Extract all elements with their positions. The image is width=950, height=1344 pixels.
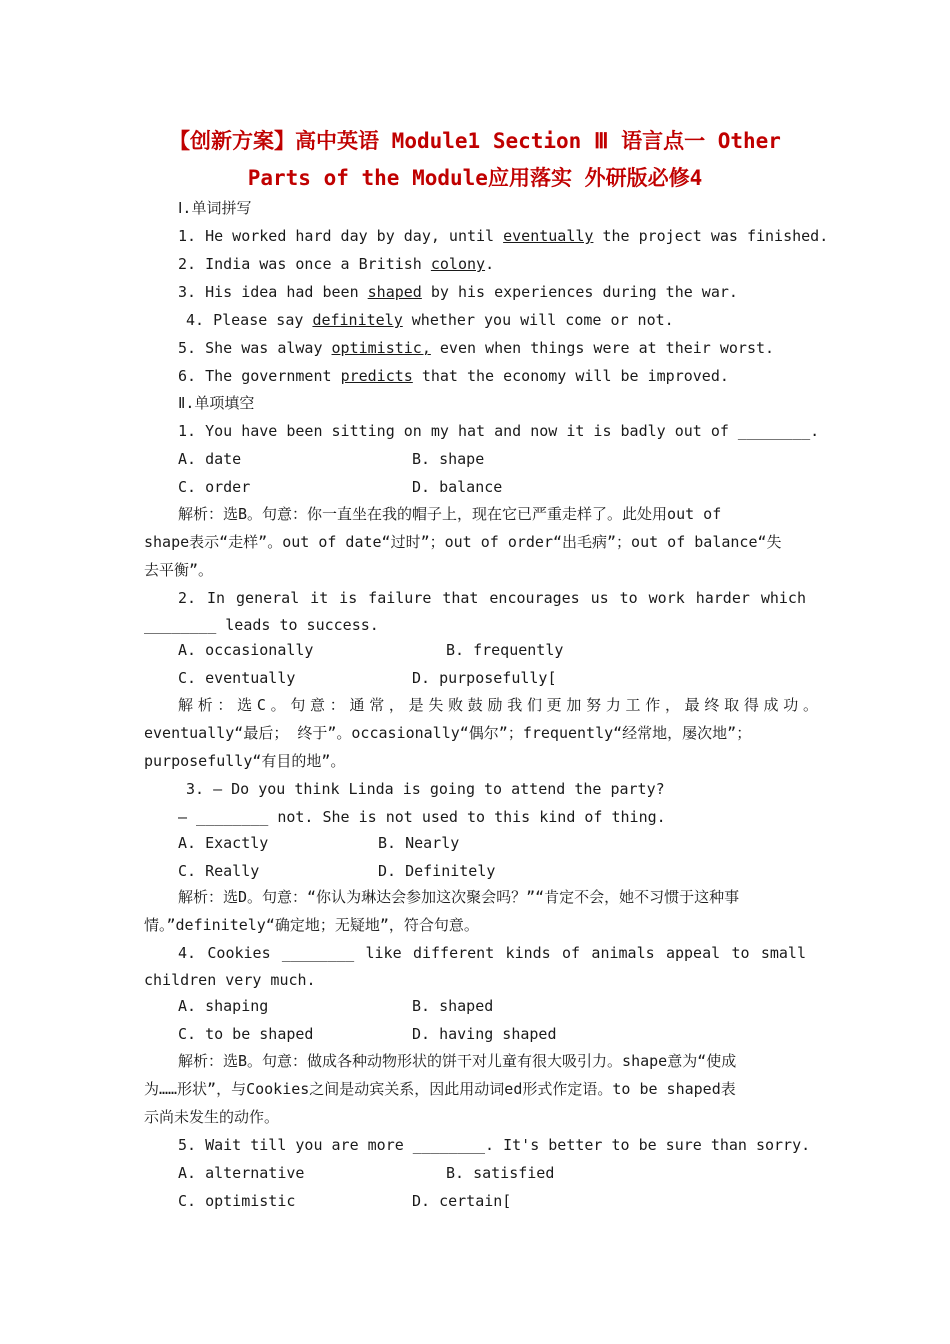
page-title-line2: Parts of the Module应用落实 外研版必修4 [247, 166, 703, 190]
question-4-explanation: 示尚未发生的动作。 [144, 1108, 280, 1126]
question-3-explanation: 情。”definitely“确定地；无疑地”，符合句意。 [144, 916, 479, 934]
question-4-option-a: A. shaping [178, 997, 269, 1015]
question-2-explanation: eventually“最后； 终于”。occasionally“偶尔”；frequently“经常地，屡次地”； [144, 724, 752, 742]
question-2-option-b: B. frequently [446, 641, 564, 659]
question-1-explanation: 解析：选B。句意：你一直坐在我的帽子上，现在它已严重走样了。此处用out of [178, 505, 722, 523]
question-1-option-d: D. balance [412, 478, 503, 496]
question-4-stem: 4. Cookies ________ like different kinds of animals appeal to small [178, 944, 806, 962]
question-3-stem: — ________ not. She is not used to this kind of thing. [178, 808, 666, 826]
list-item: 1. He worked hard day by day, until eventually the project was finished. [178, 227, 829, 245]
page-title-line1: 【创新方案】高中英语 Module1 Section Ⅲ 语言点一 Other [169, 129, 781, 153]
list-item: 2. India was once a British colony. [178, 255, 495, 273]
question-3-option-d: D. Definitely [378, 862, 496, 880]
list-item: 4. Please say definitely whether you will come or not. [186, 311, 674, 329]
question-4-explanation: 为……形状”，与Cookies之间是动宾关系，因此用动词ed形式作定语。to be shaped表 [144, 1080, 736, 1098]
question-2-option-a: A. occasionally [178, 641, 314, 659]
question-1-explanation: 去平衡”。 [144, 561, 214, 579]
question-1-option-b: B. shape [412, 450, 485, 468]
question-2-option-d: D. purposefully[ [412, 669, 557, 687]
question-5-option-b: B. satisfied [446, 1164, 555, 1182]
question-2-explanation: purposefully“有目的地”。 [144, 752, 346, 770]
question-3-option-c: C. Really [178, 862, 260, 880]
question-4-option-d: D. having shaped [412, 1025, 557, 1043]
list-item: 5. She was alway optimistic, even when things were at their worst. [178, 339, 775, 357]
question-5-stem: 5. Wait till you are more ________. It's better to be sure than sorry. [178, 1136, 811, 1154]
question-3-explanation: 解析：选D。句意：“你认为琳达会参加这次聚会吗？”“肯定不会，她不习惯于这种事 [178, 888, 740, 906]
question-3-option-a: A. Exactly [178, 834, 269, 852]
question-4-explanation: 解析：选B。句意：做成各种动物形状的饼干对儿童有很大吸引力。shape意为“使成 [178, 1052, 737, 1070]
question-3-option-b: B. Nearly [378, 834, 460, 852]
question-4-stem: children very much. [144, 971, 316, 989]
question-3-stem: 3. — Do you think Linda is going to attend the party? [186, 780, 665, 798]
question-5-option-c: C. optimistic [178, 1192, 296, 1210]
question-4-option-b: B. shaped [412, 997, 494, 1015]
question-1-explanation: shape表示“走样”。out of date“过时”；out of order“出毛病”；out of balance“失 [144, 533, 782, 551]
question-2-stem: ________ leads to success. [144, 616, 379, 634]
question-2-explanation: 解析：选C。句意：通常，是失败鼓励我们更加努力工作，最终取得成功。 [178, 696, 818, 714]
question-1-option-a: A. date [178, 450, 242, 468]
question-1-option-c: C. order [178, 478, 251, 496]
section-heading-2: Ⅱ.单项填空 [178, 394, 255, 412]
list-item: 3. His idea had been shaped by his experiences during the war. [178, 283, 738, 301]
question-1-stem: 1. You have been sitting on my hat and now it is badly out of ________. [178, 422, 820, 440]
question-5-option-d: D. certain[ [412, 1192, 512, 1210]
section-heading-1: Ⅰ.单词拼写 [178, 199, 252, 217]
list-item: 6. The government predicts that the economy will be improved. [178, 367, 729, 385]
question-4-option-c: C. to be shaped [178, 1025, 314, 1043]
question-2-option-c: C. eventually [178, 669, 296, 687]
question-5-option-a: A. alternative [178, 1164, 305, 1182]
question-2-stem: 2. In general it is failure that encourages us to work harder which [178, 589, 806, 607]
